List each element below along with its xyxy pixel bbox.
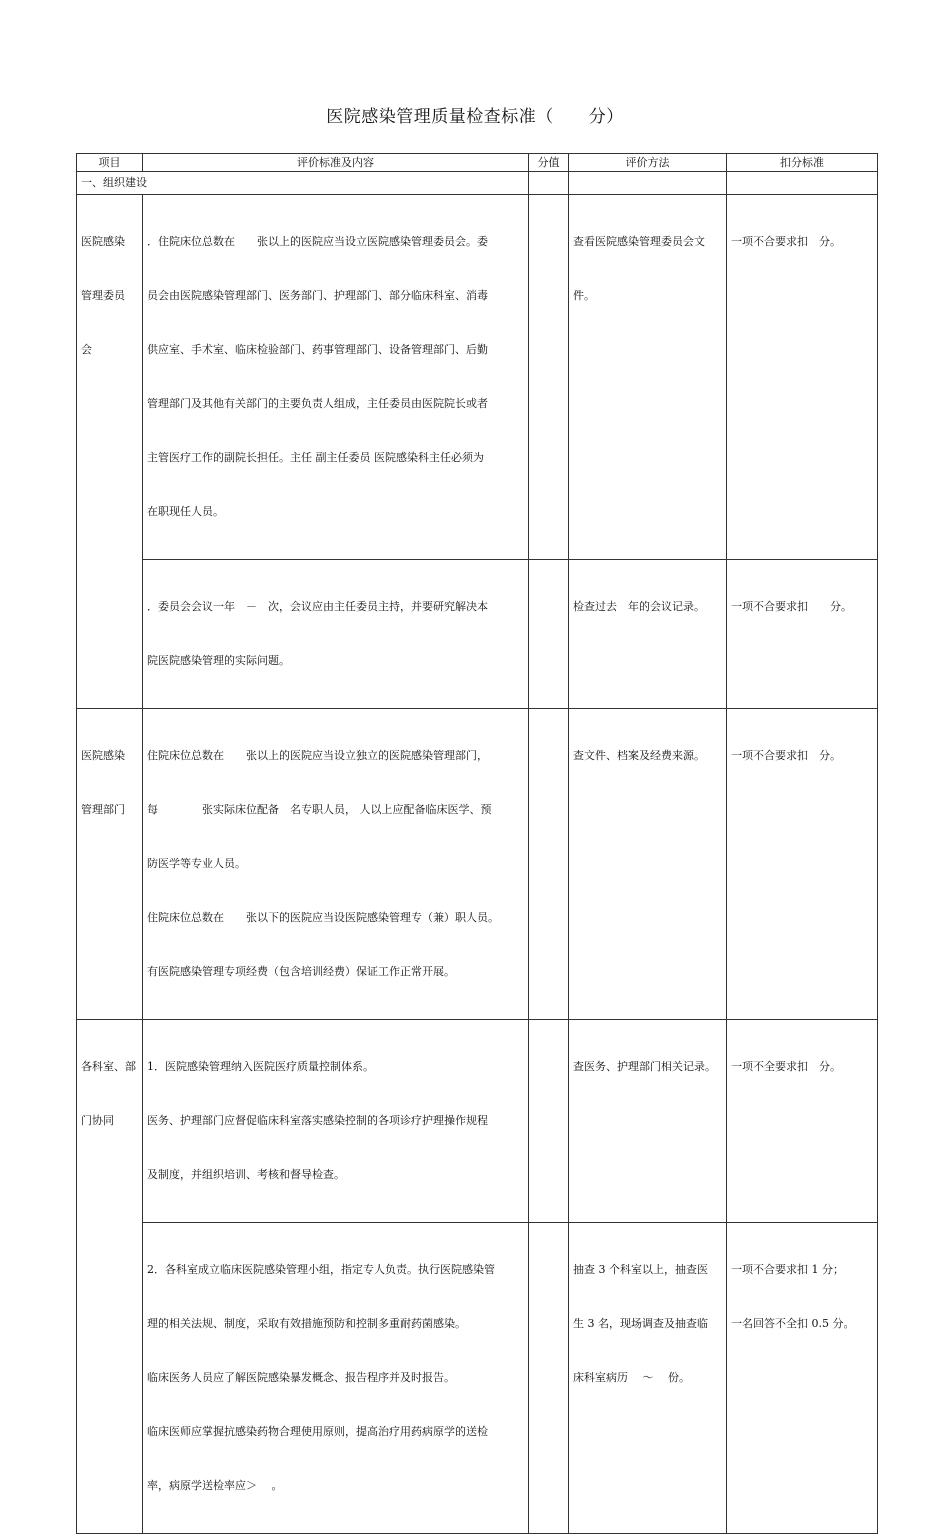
- content-line: 及制度，并组织培训、考核和督导检查。: [147, 1168, 345, 1181]
- item-text-line: 医院感染: [81, 235, 125, 248]
- method-cell: [569, 195, 727, 560]
- item-text-line: 会: [81, 343, 92, 356]
- content-line: 2．各科室成立临床医院感染管理小组，指定专人负责。执行医院感染管: [147, 1263, 495, 1276]
- header-method: 评价方法: [569, 154, 727, 172]
- deduction-line: 一项不合要求扣 分。: [731, 749, 841, 762]
- content-cell: [143, 709, 529, 1020]
- content-line: 员会由医院感染管理部门、医务部门、护理部门、部分临床科室、消毒: [147, 289, 488, 302]
- item-text-line: 各科室、部: [81, 1060, 136, 1073]
- item-cell: [77, 709, 143, 1020]
- section-method-cell: [569, 172, 727, 195]
- header-deduction: 扣分标准: [727, 154, 878, 172]
- document-title: 医院感染管理质量检查标准（ 分）: [326, 107, 624, 127]
- content-line: 主管医疗工作的副院长担任。主任 副主任委员 医院感染科主任必须为: [147, 451, 484, 464]
- score-cell: [529, 195, 569, 560]
- content-cell: [143, 1223, 529, 1534]
- item-cell: [77, 195, 143, 709]
- header-item: 项目: [77, 154, 143, 172]
- content-line: 有医院感染管理专项经费（包含培训经费）保证工作正常开展。: [147, 965, 455, 978]
- section-score-cell: [529, 172, 569, 195]
- content-line: 理的相关法规、制度，采取有效措施预防和控制多重耐药菌感染。: [147, 1317, 466, 1330]
- section-label: 一、组织建设: [77, 172, 529, 195]
- method-line: 查医务、护理部门相关记录。: [573, 1060, 716, 1073]
- deduction-line: 一项不合要求扣 分。: [731, 235, 841, 248]
- content-line: ．委员会会议一年 － 次，会议应由主任委员主持，并要研究解决本: [147, 600, 488, 613]
- item-text-line: 门协同: [81, 1114, 114, 1127]
- section-deduction-cell: [727, 172, 878, 195]
- content-line: 在职现任人员。: [147, 505, 224, 518]
- table-row: [77, 1223, 878, 1534]
- method-line: 抽查 3 个科室以上，抽查医: [573, 1263, 708, 1276]
- content-line: 医务、护理部门应督促临床科室落实感染控制的各项诊疗护理操作规程: [147, 1114, 488, 1127]
- content-line: 率，病原学送检率应＞ 。: [147, 1479, 283, 1492]
- content-line: 住院床位总数在 张以上的医院应当设立独立的医院感染管理部门，: [147, 749, 488, 762]
- content-line: 住院床位总数在 张以下的医院应当设医院感染管理专（兼）职人员。: [147, 911, 499, 924]
- deduction-line: 一项不合要求扣 分。: [731, 600, 852, 613]
- score-cell: [529, 1223, 569, 1534]
- content-line: 供应室、手术室、临床检验部门、药事管理部门、设备管理部门、后勤: [147, 343, 488, 356]
- deduction-cell: [727, 709, 878, 1020]
- content-cell: [143, 1020, 529, 1223]
- item-text-line: 医院感染: [81, 749, 125, 762]
- method-line: 查看医院感染管理委员会文: [573, 235, 705, 248]
- content-line: 临床医师应掌握抗感染药物合理使用原则，提高治疗用药病原学的送检: [147, 1425, 488, 1438]
- item-text-line: 管理委员: [81, 289, 125, 302]
- content-line: 1．医院感染管理纳入医院医疗质量控制体系。: [147, 1060, 374, 1073]
- standards-table: [76, 153, 878, 1534]
- item-cell: [77, 1020, 143, 1534]
- header-score: 分值: [529, 154, 569, 172]
- deduction-line: 一名回答不全扣 0.5 分。: [731, 1317, 855, 1330]
- method-cell: [569, 1223, 727, 1534]
- content-cell: [143, 560, 529, 709]
- table-row: [77, 709, 878, 1020]
- content-line: 管理部门及其他有关部门的主要负责人组成，主任委员由医院院长或者: [147, 397, 488, 410]
- deduction-cell: [727, 1223, 878, 1534]
- score-cell: [529, 709, 569, 1020]
- score-cell: [529, 1020, 569, 1223]
- content-line: 每 张实际床位配备 名专职人员， 人以上应配备临床医学、预: [147, 803, 492, 816]
- section-row: [77, 172, 878, 195]
- deduction-cell: [727, 1020, 878, 1223]
- method-cell: [569, 1020, 727, 1223]
- method-line: 检查过去 年的会议记录。: [573, 600, 705, 613]
- deduction-cell: [727, 195, 878, 560]
- method-cell: [569, 709, 727, 1020]
- deduction-cell: [727, 560, 878, 709]
- table-row: [77, 560, 878, 709]
- method-line: 件。: [573, 289, 595, 302]
- table-row: [77, 1020, 878, 1223]
- header-content: 评价标准及内容: [143, 154, 529, 172]
- table-row: [77, 195, 878, 560]
- score-cell: [529, 560, 569, 709]
- content-line: 院医院感染管理的实际问题。: [147, 654, 290, 667]
- content-line: 临床医务人员应了解医院感染暴发概念、报告程序并及时报告。: [147, 1371, 455, 1384]
- content-cell: [143, 195, 529, 560]
- deduction-line: 一项不全要求扣 分。: [731, 1060, 841, 1073]
- content-line: 防医学等专业人员。: [147, 857, 246, 870]
- method-line: 查文件、档案及经费来源。: [573, 749, 705, 762]
- method-line: 床科室病历 ～ 份。: [573, 1371, 690, 1384]
- table-header-row: [77, 154, 878, 172]
- method-cell: [569, 560, 727, 709]
- deduction-line: 一项不合要求扣 1 分；: [731, 1263, 844, 1276]
- content-line: ．住院床位总数在 张以上的医院应当设立医院感染管理委员会。委: [147, 235, 488, 248]
- item-text-line: 管理部门: [81, 803, 125, 816]
- method-line: 生 3 名，现场调查及抽查临: [573, 1317, 708, 1330]
